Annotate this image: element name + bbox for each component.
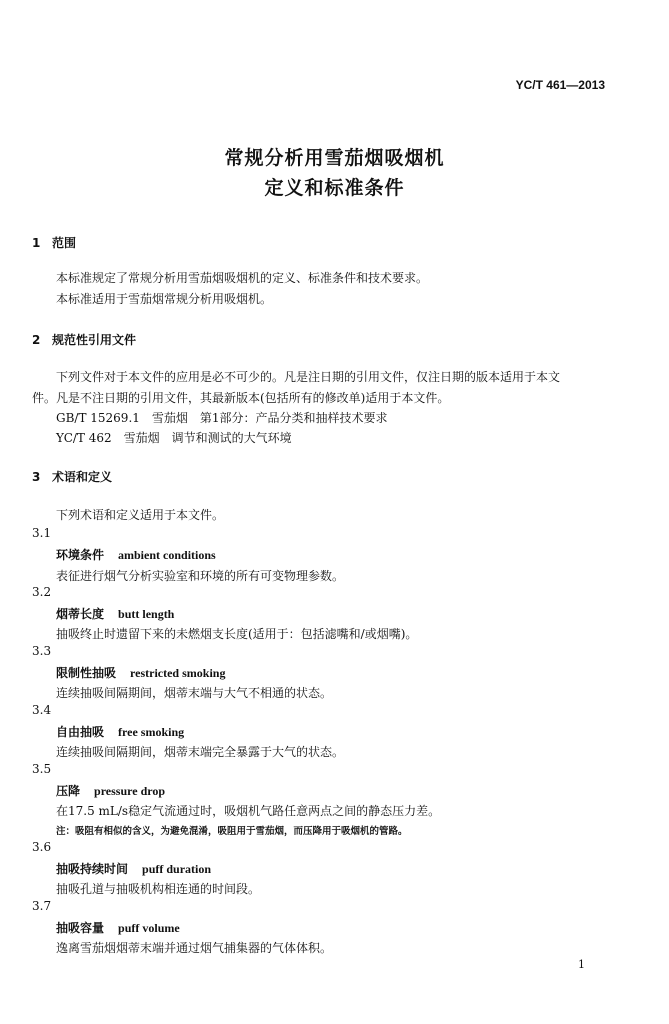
term-definition: 抽吸终止时遗留下来的未燃烟支长度(适用于：包括滤嘴和/或烟嘴)。	[56, 627, 418, 641]
term-zh: 环境条件	[56, 548, 105, 562]
term-definition: 抽吸孔道与抽吸机构相连通的时间段。	[56, 882, 261, 896]
section-heading-terms	[32, 468, 112, 485]
term-en: pressure drop	[94, 784, 166, 798]
section-title: 规范性引用文件	[52, 333, 137, 347]
term-definition: 在17.5 mL/s稳定气流通过时，吸烟机气路任意两点之间的静态压力差。	[56, 804, 441, 818]
paragraph: 本标准适用于雪茄烟常规分析用吸烟机。	[56, 292, 273, 306]
term-zh: 限制性抽吸	[56, 666, 117, 680]
section-number: 2	[32, 333, 41, 347]
term-heading	[56, 664, 225, 681]
section-number: 1	[32, 236, 41, 250]
page-number: 1	[578, 958, 585, 971]
clause-number: 3.7	[32, 899, 52, 913]
term-heading	[56, 546, 216, 563]
term-heading	[56, 723, 184, 740]
term-en: restricted smoking	[130, 666, 226, 680]
term-heading	[56, 782, 165, 799]
term-heading	[56, 605, 174, 622]
term-en: free smoking	[118, 725, 185, 739]
term-zh: 烟蒂长度	[56, 607, 105, 621]
clause-number: 3.5	[32, 762, 52, 776]
section-title: 范围	[52, 236, 77, 250]
term-zh: 抽吸容量	[56, 921, 105, 935]
clause-number: 3.6	[32, 840, 52, 854]
paragraph: 件。凡是不注日期的引用文件，其最新版本(包括所有的修改单)适用于本文件。	[32, 391, 450, 405]
term-en: puff volume	[118, 921, 180, 935]
reference-item: YC/T 462 雪茄烟 调节和测试的大气环境	[56, 431, 292, 445]
section-number: 3	[32, 470, 41, 484]
term-en: ambient conditions	[118, 548, 216, 562]
term-definition: 表征进行烟气分析实验室和环境的所有可变物理参数。	[56, 569, 345, 583]
term-heading	[56, 919, 180, 936]
section-title: 术语和定义	[52, 470, 113, 484]
term-zh: 自由抽吸	[56, 725, 105, 739]
term-en: butt length	[118, 607, 175, 621]
paragraph: 本标准规定了常规分析用雪茄烟吸烟机的定义、标准条件和技术要求。	[56, 271, 429, 285]
section-heading-normative-references	[32, 331, 136, 348]
clause-number: 3.4	[32, 703, 52, 717]
term-definition: 连续抽吸间隔期间，烟蒂末端完全暴露于大气的状态。	[56, 745, 345, 759]
paragraph: 下列文件对于本文件的应用是必不可少的。凡是注日期的引用文件，仅注日期的版本适用于本文	[56, 370, 561, 384]
term-en: puff duration	[142, 862, 212, 876]
section-heading-scope	[32, 234, 76, 251]
clause-number: 3.1	[32, 526, 52, 540]
reference-item: GB/T 15269.1 雪茄烟 第1部分：产品分类和抽样技术要求	[56, 411, 388, 425]
document-title-line2: 定义和标准条件	[264, 177, 405, 199]
term-definition: 连续抽吸间隔期间，烟蒂末端与大气不相通的状态。	[56, 686, 333, 700]
clause-number: 3.3	[32, 644, 52, 658]
document-title-line1: 常规分析用雪茄烟吸烟机	[224, 147, 445, 169]
term-heading	[56, 860, 211, 877]
term-zh: 抽吸持续时间	[56, 862, 129, 876]
paragraph: 下列术语和定义适用于本文件。	[56, 508, 225, 522]
note: 注：吸阻有相似的含义，为避免混淆，吸阻用于雪茄烟，而压降用于吸烟机的管路。	[56, 826, 408, 837]
clause-number: 3.2	[32, 585, 52, 599]
standard-code: YC/T 461—2013	[515, 78, 605, 92]
term-zh: 压降	[56, 784, 81, 798]
term-definition: 逸离雪茄烟烟蒂末端并通过烟气捕集器的气体体积。	[56, 941, 333, 955]
